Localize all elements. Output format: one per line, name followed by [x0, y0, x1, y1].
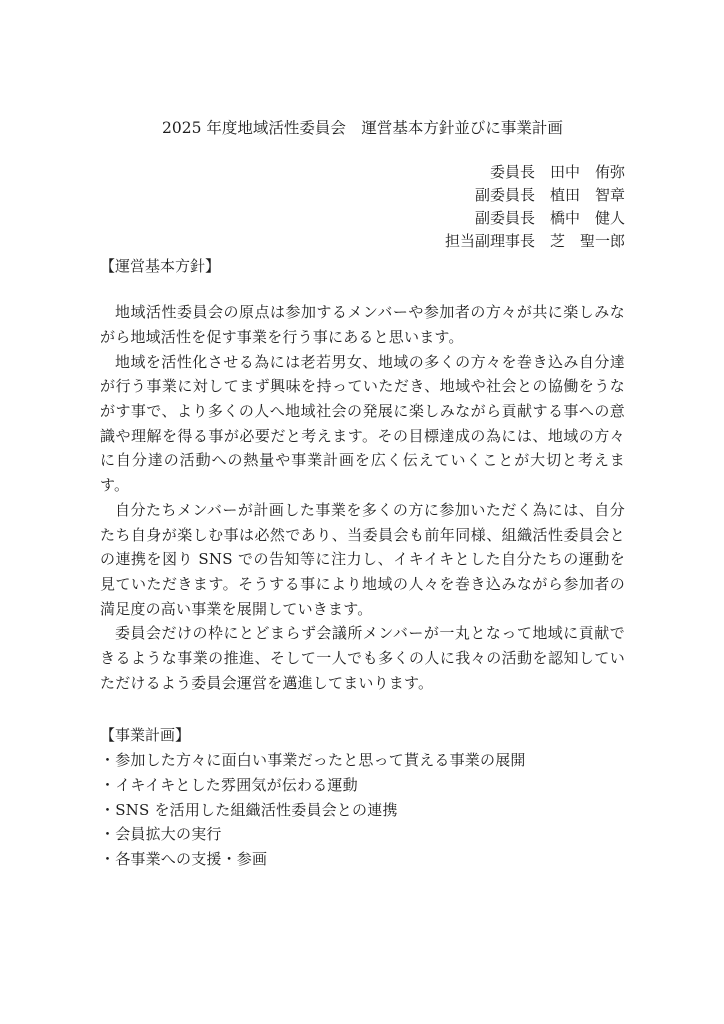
policy-section-body — [100, 300, 625, 695]
policy-paragraph-1: 地域活性委員会の原点は参加するメンバーや参加者の方々が共に楽しみながら地域活性を促す事業を行う事にあると思います。 — [100, 303, 625, 346]
document-title: 2025 年度地域活性委員会 運営基本方針並びに事業計画 — [162, 119, 563, 137]
plan-bullet-3: ・SNS を活用した組織活性委員会との連携 — [100, 800, 398, 819]
policy-paragraph-3: 自分たちメンバーが計画した事業を多くの方に参加いただく為には、自分たち自身が楽しむ事は必然であり、当委員会も前年同様、組織活性委員会との連携を図り SNS での告知等に注力し、イキイキとした自分たちの運動を見ていただきます。そうする事により地域の人々を巻き込みながら参加者の満足度の高い事業を展開していきます。 — [100, 500, 625, 618]
signatory-block — [100, 161, 625, 254]
signatory-vice-chairman-1: 副委員長 植田 智章 — [474, 185, 625, 204]
plan-bullet-5: ・各事業への支援・参画 — [100, 849, 268, 868]
policy-section-heading: 【運営基本方針】 — [100, 256, 221, 275]
plan-bullet-list — [100, 748, 625, 872]
plan-bullet-1: ・参加した方々に面白い事業だったと思って貰える事業の展開 — [100, 751, 526, 770]
signatory-deputy-director: 担当副理事長 芝 聖一郎 — [444, 232, 625, 251]
signatory-vice-chairman-2: 副委員長 橋中 健人 — [474, 209, 625, 228]
policy-paragraph-4: 委員会だけの枠にとどまらず会議所メンバーが一丸となって地域に貢献できるような事業の推進、そして一人でも多くの人に我々の活動を認知していただけるよう委員会運営を邁進してまいります。 — [100, 624, 625, 692]
signatory-chairman: 委員長 田中 侑弥 — [489, 162, 625, 181]
plan-bullet-2: ・イキイキとした雰囲気が伝わる運動 — [100, 775, 358, 794]
plan-bullet-4: ・会員拡大の実行 — [100, 825, 222, 844]
plan-section-heading: 【事業計画】 — [100, 726, 191, 745]
policy-paragraph-2: 地域を活性化させる為には老若男女、地域の多くの方々を巻き込み自分達が行う事業に対してまず興味を持っていただき、地域や社会との協働をうながす事で、より多くの人へ地域社会の発展に楽しみながら貢献する事への意識や理解を得る事が必要だと考えます。その目標達成の為には、地域の方々に自分達の活動への熱量や事業計画を広く伝えていくことが大切と考えます。 — [100, 352, 625, 495]
